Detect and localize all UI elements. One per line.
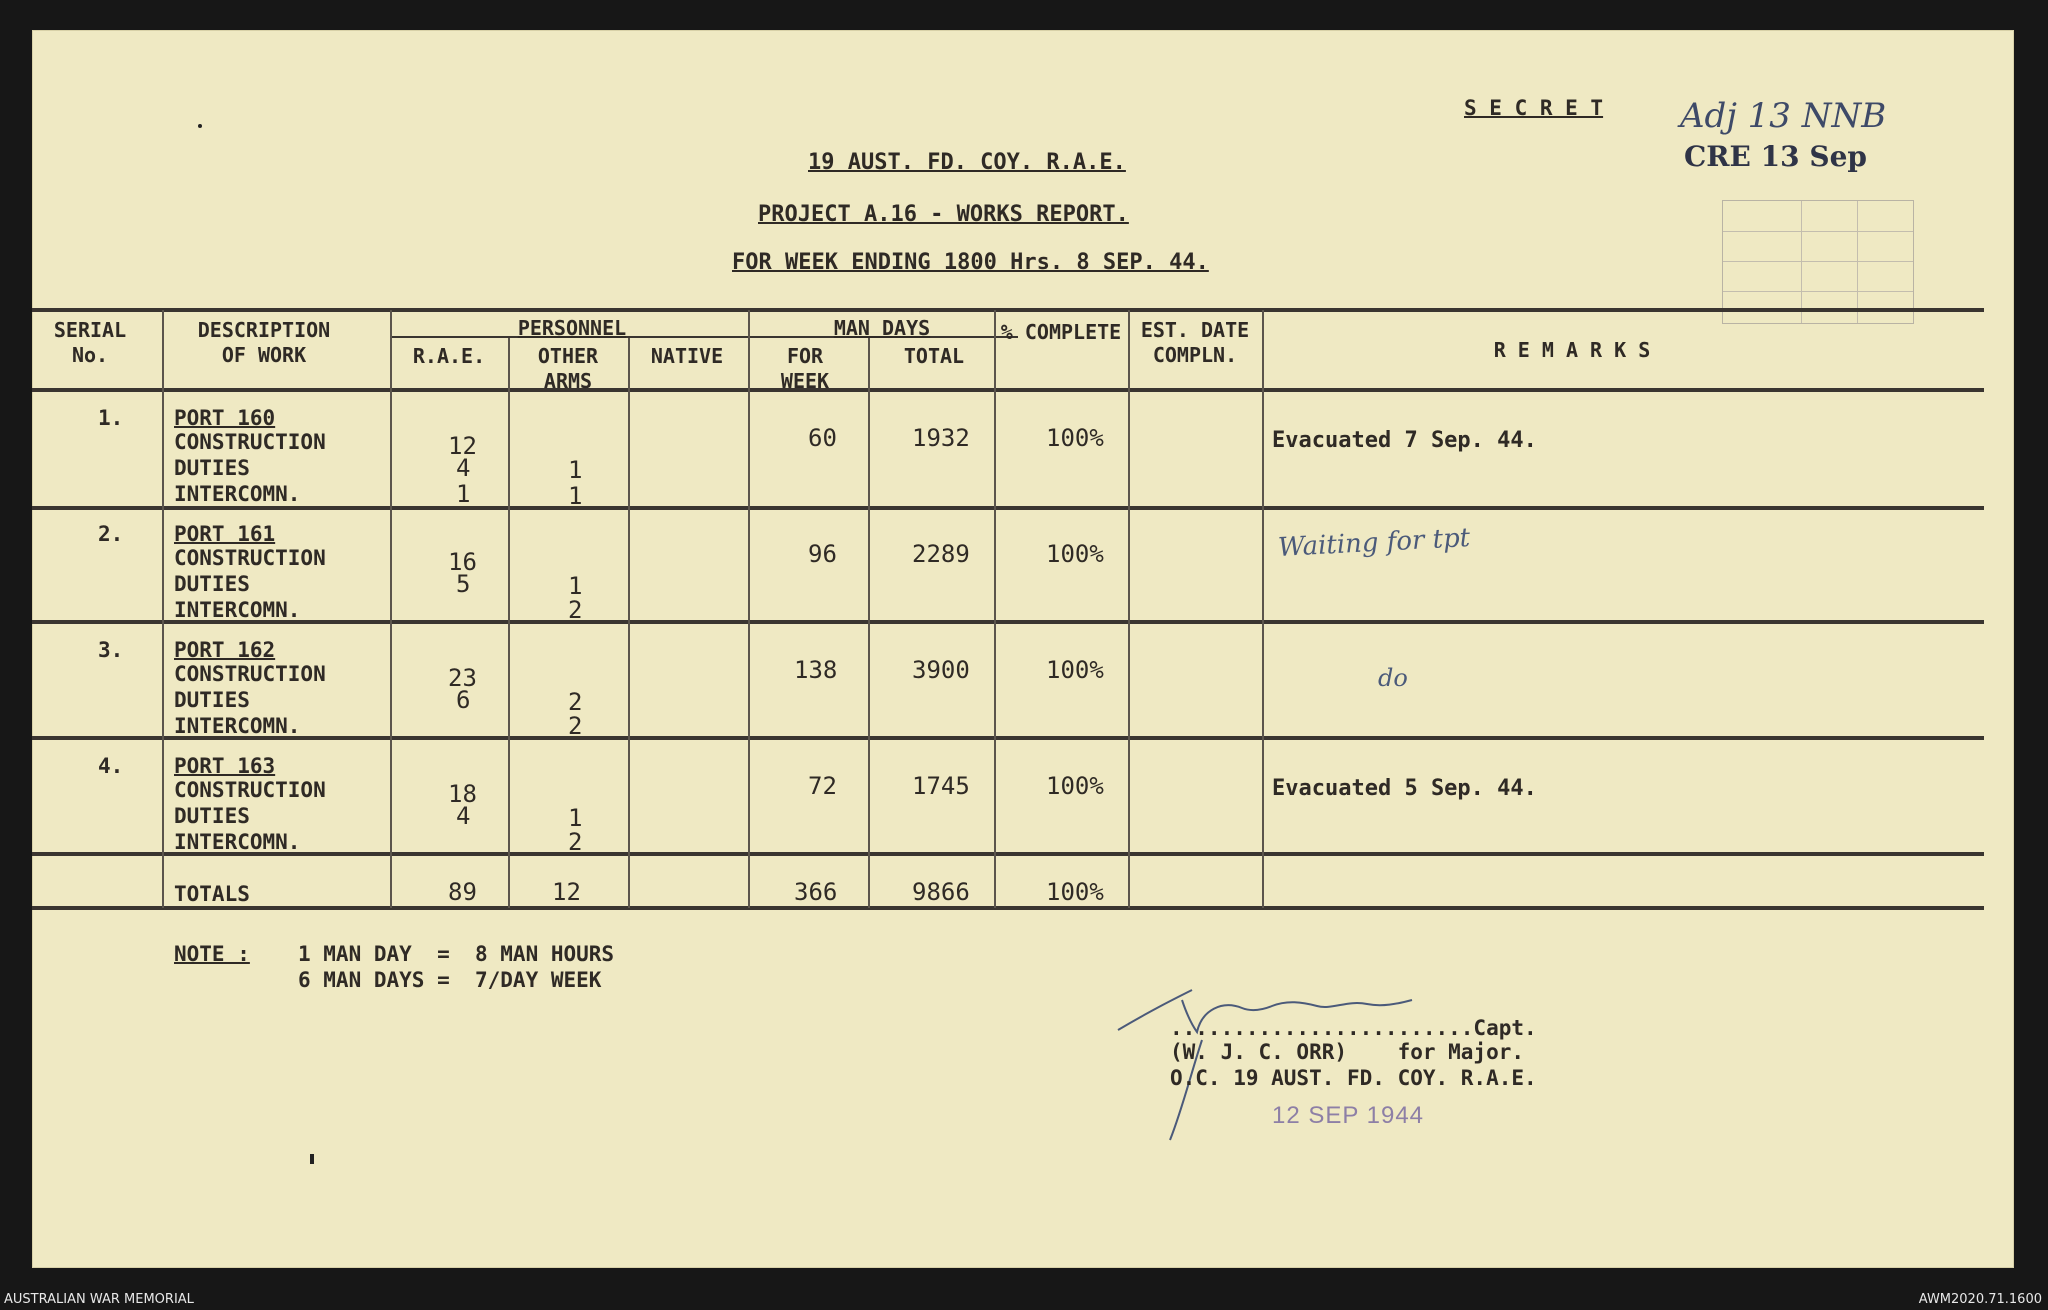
col-divider — [748, 310, 750, 908]
rae-count: 4 — [456, 454, 471, 482]
col-divider — [628, 338, 630, 908]
other-arms-count: 1 — [568, 456, 583, 484]
col-divider — [1128, 310, 1130, 908]
document-page — [32, 30, 2014, 1268]
other-arms-count: 2 — [568, 712, 583, 740]
complete-value: 100% — [1046, 540, 1104, 568]
complete-value: 100% — [1046, 424, 1104, 452]
other-arms-count: 2 — [568, 688, 583, 716]
rae-count: 4 — [456, 802, 471, 830]
col-divider — [162, 310, 164, 908]
header-est-date: EST. DATE COMPLN. — [1140, 318, 1250, 367]
rae-count: 6 — [456, 686, 471, 714]
rae-count: 16 — [448, 548, 477, 576]
header-personnel: PERSONNEL — [517, 316, 627, 340]
header-rae: R.A.E. — [412, 344, 486, 368]
unit-title: 19 AUST. FD. COY. R.A.E. — [808, 150, 1126, 175]
handwritten-adj-note: Adj 13 NNB — [1680, 96, 1887, 136]
totals-label: TOTALS — [174, 882, 250, 906]
row-rule — [32, 620, 1984, 624]
item-label: CONSTRUCTION — [174, 778, 326, 802]
date-stamp: 12 SEP 1944 — [1272, 1102, 1425, 1129]
item-label: INTERCOMN. — [174, 598, 301, 622]
header-native: NATIVE — [650, 344, 724, 368]
header-for-week: FOR WEEK — [780, 344, 830, 393]
project-title: PROJECT A.16 - WORKS REPORT. — [758, 202, 1129, 227]
item-label: DUTIES — [174, 688, 250, 712]
table-header-rule — [32, 388, 1984, 392]
signature-line: ........................Capt. — [1170, 1016, 1537, 1040]
total-value: 1745 — [912, 772, 970, 800]
col-divider — [508, 338, 510, 908]
totals-for-week: 366 — [794, 878, 838, 906]
rae-count: 5 — [456, 570, 471, 598]
total-value: 1932 — [912, 424, 970, 452]
row-rule — [32, 736, 1984, 740]
col-divider — [390, 310, 392, 908]
header-complete: % COMPLETE — [1000, 320, 1122, 344]
header-other-arms: OTHER ARMS — [537, 344, 599, 393]
for-week-value: 72 — [808, 772, 837, 800]
rae-count: 23 — [448, 664, 477, 692]
works-table — [32, 30, 2014, 1268]
note-label: NOTE : — [174, 942, 250, 966]
total-value: 2289 — [912, 540, 970, 568]
row-rule — [32, 506, 1984, 510]
rae-count: 1 — [456, 480, 471, 508]
signature-name: (W. J. C. ORR) for Major. — [1170, 1040, 1525, 1064]
item-label: CONSTRUCTION — [174, 430, 326, 454]
handwritten-remark: do — [1378, 664, 1408, 692]
paper-mark — [310, 1154, 314, 1164]
for-week-value: 138 — [794, 656, 838, 684]
footer-source: AUSTRALIAN WAR MEMORIAL — [4, 1292, 194, 1307]
header-man-days: MAN DAYS — [833, 316, 931, 340]
note-line-2: 6 MAN DAYS = 7/DAY WEEK — [298, 968, 602, 992]
handwritten-remark: Waiting for tpt — [1277, 522, 1471, 564]
handwritten-cre-note: CRE 13 Sep — [1684, 140, 1867, 173]
port-name: PORT 160 — [174, 406, 276, 430]
totals-bottom-rule — [32, 906, 1984, 910]
table-top-rule — [32, 308, 1984, 312]
item-label: CONSTRUCTION — [174, 546, 326, 570]
header-total: TOTAL — [903, 344, 965, 368]
port-name: PORT 161 — [174, 522, 276, 546]
header-description: DESCRIPTION OF WORK — [197, 318, 331, 367]
other-arms-count: 1 — [568, 572, 583, 600]
totals-other-arms: 12 — [552, 878, 581, 906]
remarks-text: Evacuated 5 Sep. 44. — [1272, 776, 1537, 801]
note-line-1: 1 MAN DAY = 8 MAN HOURS — [298, 942, 615, 966]
other-arms-count: 1 — [568, 804, 583, 832]
totals-total: 9866 — [912, 878, 970, 906]
paper-mark — [198, 124, 202, 128]
item-label: INTERCOMN. — [174, 830, 301, 854]
item-label: DUTIES — [174, 456, 250, 480]
item-label: CONSTRUCTION — [174, 662, 326, 686]
item-label: DUTIES — [174, 804, 250, 828]
serial-number: 4. — [98, 754, 124, 778]
item-label: INTERCOMN. — [174, 714, 301, 738]
for-week-value: 96 — [808, 540, 837, 568]
report-period: FOR WEEK ENDING 1800 Hrs. 8 SEP. 44. — [732, 250, 1209, 275]
item-label: DUTIES — [174, 572, 250, 596]
serial-number: 3. — [98, 638, 124, 662]
serial-number: 2. — [98, 522, 124, 546]
header-remarks: R E M A R K S — [1493, 338, 1651, 362]
col-divider — [1262, 310, 1264, 908]
item-label: INTERCOMN. — [174, 482, 301, 506]
other-arms-count: 1 — [568, 482, 583, 510]
serial-number: 1. — [98, 406, 124, 430]
row-rule — [32, 852, 1984, 856]
rae-count: 18 — [448, 780, 477, 808]
rae-count: 12 — [448, 432, 477, 460]
totals-rae: 89 — [448, 878, 477, 906]
for-week-value: 60 — [808, 424, 837, 452]
port-name: PORT 162 — [174, 638, 276, 662]
footer-accession: AWM2020.71.1600 — [1918, 1292, 2042, 1307]
totals-complete: 100% — [1046, 878, 1104, 906]
complete-value: 100% — [1046, 656, 1104, 684]
classification-label: S E C R E T — [1464, 96, 1604, 120]
signature-unit: O.C. 19 AUST. FD. COY. R.A.E. — [1170, 1066, 1537, 1090]
complete-value: 100% — [1046, 772, 1104, 800]
remarks-text: Evacuated 7 Sep. 44. — [1272, 428, 1537, 453]
col-divider — [994, 310, 996, 908]
total-value: 3900 — [912, 656, 970, 684]
header-serial: SERIAL No. — [53, 318, 127, 367]
other-arms-count: 2 — [568, 828, 583, 856]
other-arms-count: 2 — [568, 596, 583, 624]
col-divider — [868, 338, 870, 908]
port-name: PORT 163 — [174, 754, 276, 778]
